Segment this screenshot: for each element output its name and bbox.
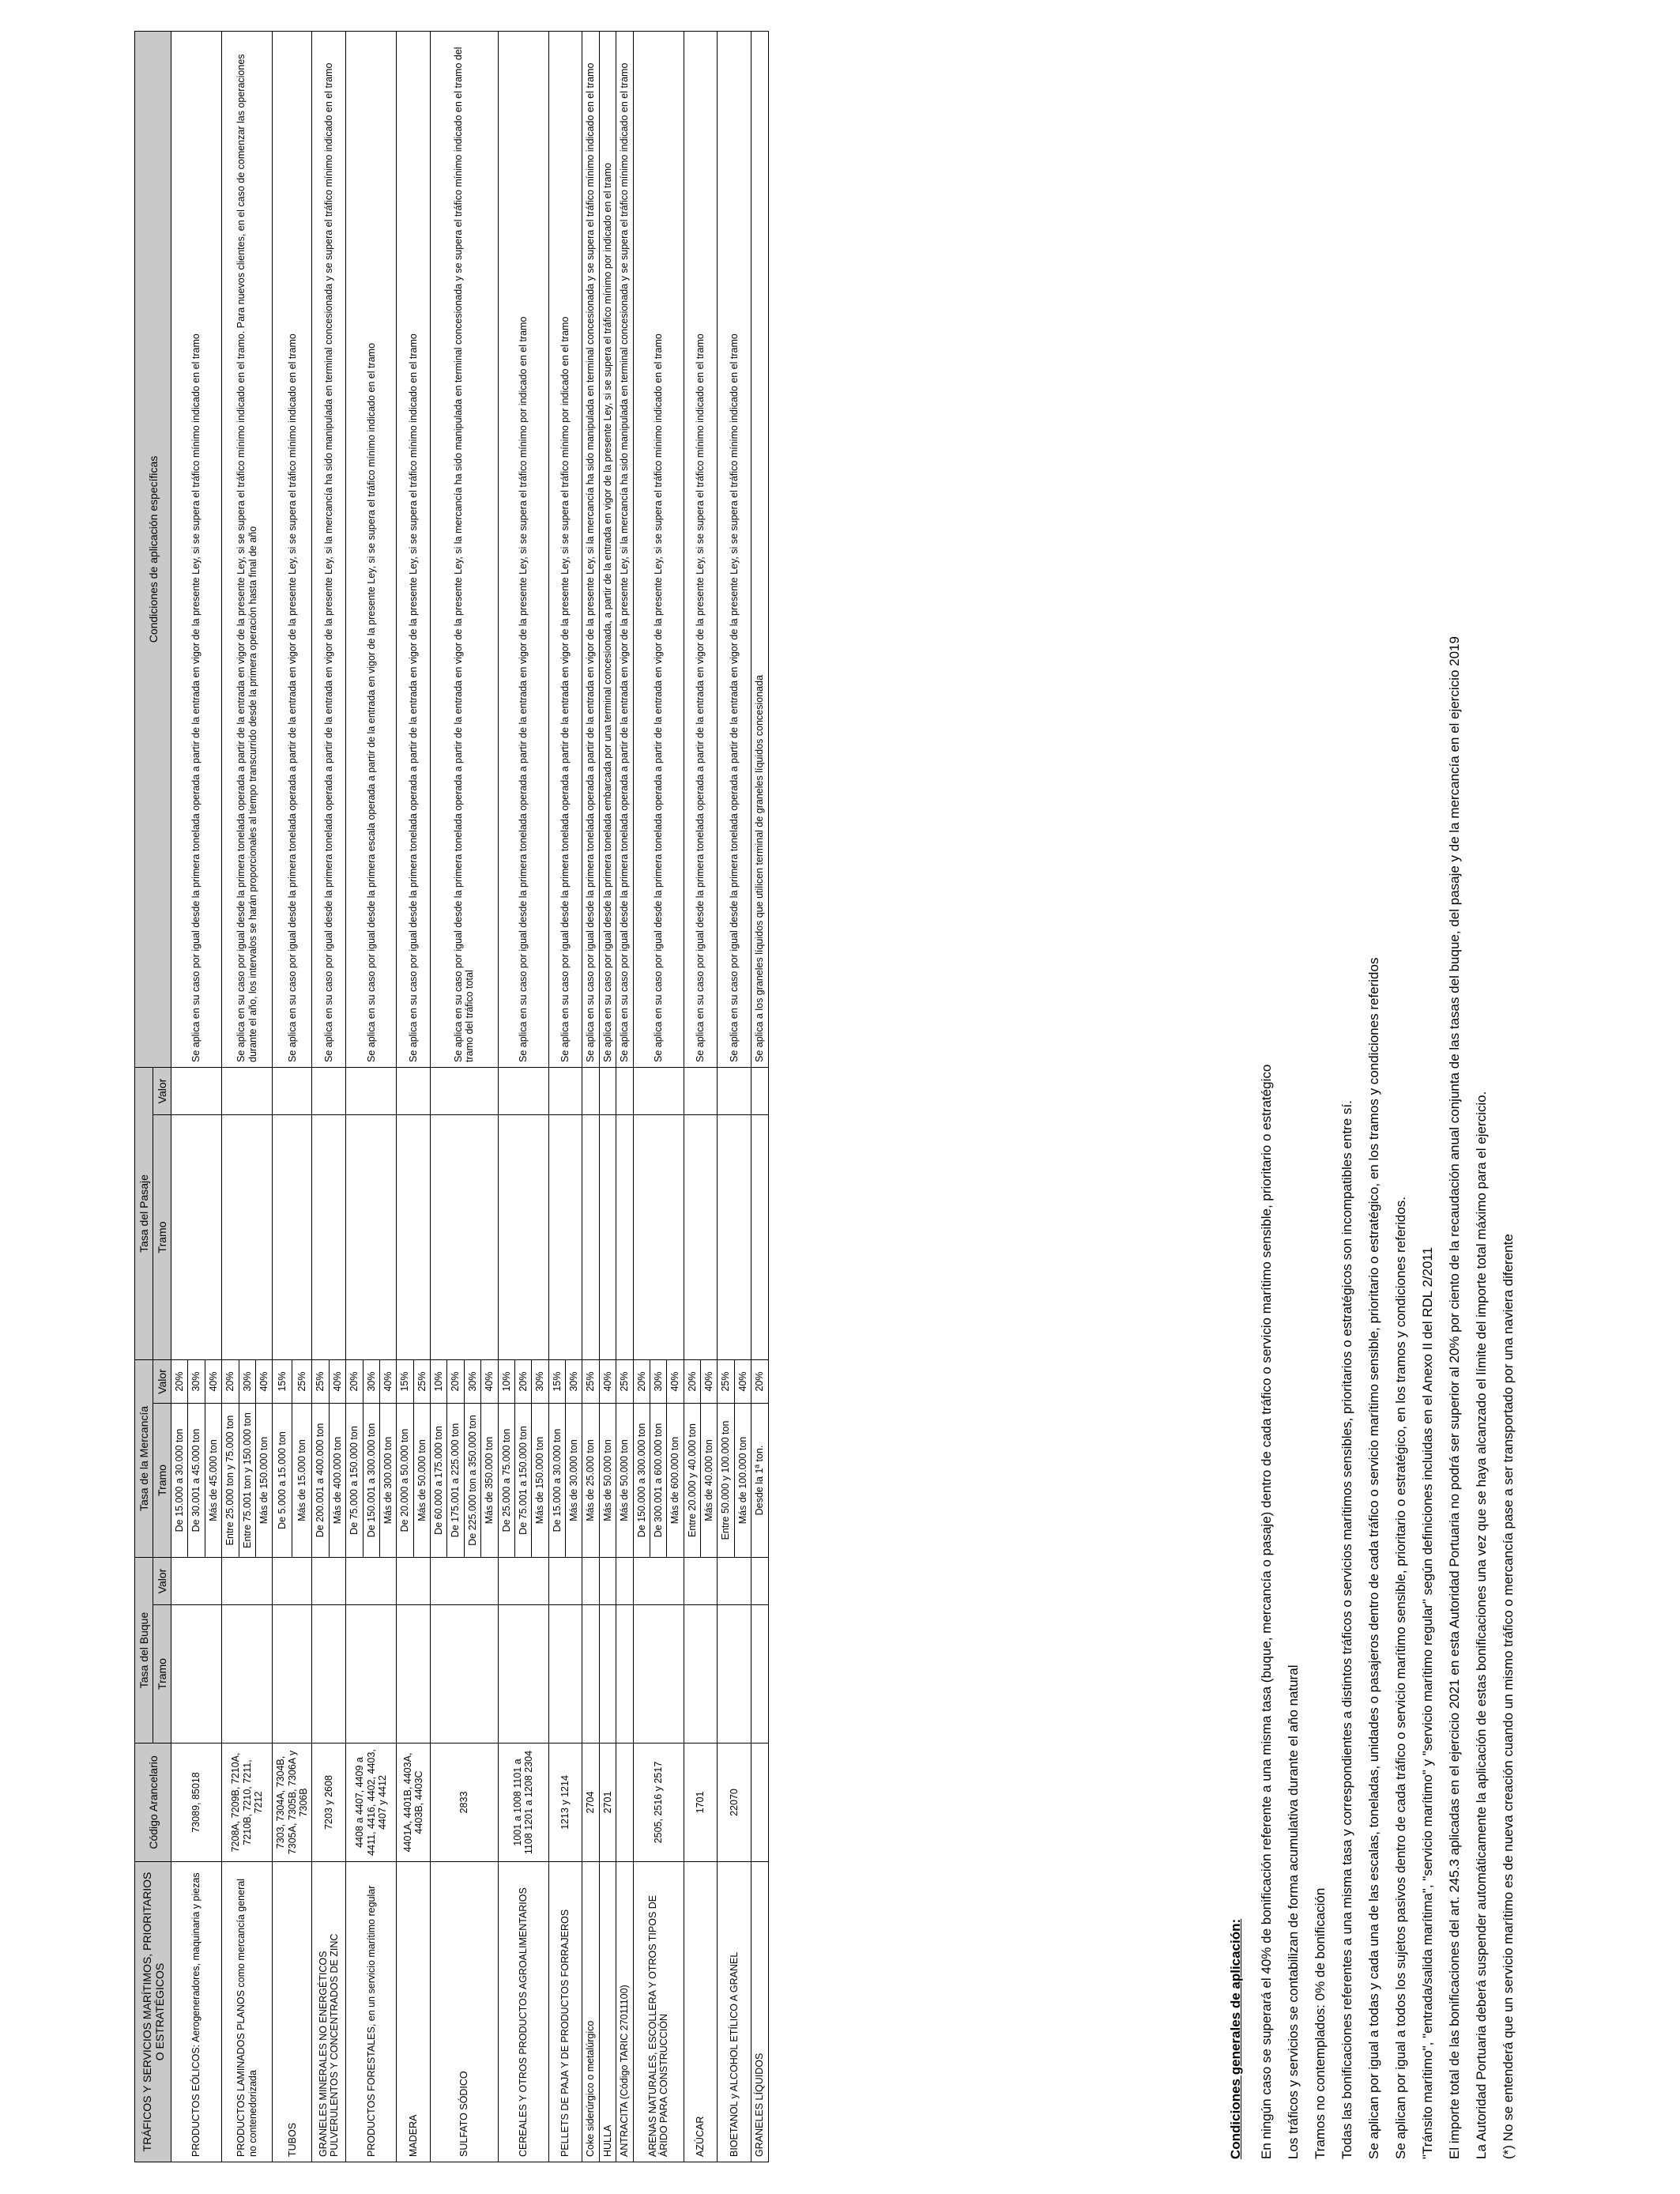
mercancia-tramo-cell: Más de 400.000 ton	[329, 1404, 345, 1558]
pasaje-valor-cell	[431, 1067, 499, 1114]
mercancia-valor-cell: 20%	[222, 1359, 239, 1403]
mercancia-valor-cell: 25%	[292, 1359, 312, 1403]
mercancia-tramo-cell: Más de 30.000 ton	[566, 1404, 582, 1558]
buque-tramo-cell	[346, 1605, 397, 1744]
mercancia-tramo-cell: Más de 150.000 ton	[255, 1404, 272, 1558]
buque-valor-cell	[718, 1558, 751, 1605]
table-row	[582, 31, 599, 2162]
mercancia-valor-cell: 30%	[464, 1359, 480, 1403]
mercancia-valor-cell: 40%	[379, 1359, 396, 1403]
table-row	[171, 31, 188, 2162]
trafico-cell: AZÚCAR	[684, 1862, 718, 2162]
buque-tramo-cell	[582, 1605, 599, 1744]
trafico-cell: PRODUCTOS EÓLICOS: Aerogeneradores, maquinaria y piezas	[171, 1862, 222, 2162]
mercancia-tramo-cell: Entre 75.001 ton y 150.000 ton	[239, 1404, 255, 1558]
mercancia-valor-cell: 20%	[447, 1359, 464, 1403]
buque-valor-cell	[431, 1558, 499, 1605]
table-row	[616, 31, 633, 2162]
mercancia-valor-cell: 20%	[514, 1359, 531, 1403]
trafico-cell: BIOETANOL y ALCOHOL ETÍLICO A GRANEL	[718, 1862, 751, 2162]
pasaje-tramo-cell	[616, 1114, 633, 1359]
mercancia-tramo-cell: De 300.001 a 600.000 ton	[650, 1404, 666, 1558]
codigo-cell: 7203 y 2608	[312, 1744, 346, 1862]
pasaje-valor-cell	[616, 1067, 633, 1114]
mercancia-tramo-cell: Más de 350.000 ton	[481, 1404, 498, 1558]
buque-valor-cell	[346, 1558, 397, 1605]
buque-valor-cell	[171, 1558, 222, 1605]
condiciones-cell: Se aplica en su caso por igual desde la primera tonelada operada a partir de la entrada en vigor de la presente Ley, si se supera el tráfico mínimo por indicado en el tramo	[548, 31, 582, 1067]
mercancia-tramo-cell: De 175.001 a 225.000 ton	[447, 1404, 464, 1558]
header-tasa-pasaje: Tasa del Pasaje	[135, 1067, 153, 1359]
conditions-title: Condiciones generales de aplicación:	[1228, 1918, 1243, 2159]
mercancia-tramo-cell: De 75.001 a 150.000 ton	[514, 1404, 531, 1558]
table-row	[431, 31, 447, 2162]
pasaje-tramo-cell	[633, 1114, 684, 1359]
codigo-cell: 4408 a 4407, 4409 a 4411, 4416, 4402, 4403, 4407 y 4412	[346, 1744, 397, 1862]
condiciones-cell: Se aplica a los graneles líquidos que utilicen terminal de graneles líquidos concesionada	[751, 31, 768, 1067]
table-row	[312, 31, 329, 2162]
mercancia-valor-cell: 40%	[255, 1359, 272, 1403]
header-pasaje-valor: Valor	[153, 1067, 171, 1114]
buque-tramo-cell	[171, 1605, 222, 1744]
condiciones-cell: Se aplica en su caso por igual desde la primera tonelada operada a partir de la entrada en vigor de la presente Ley, si la mercancía ha sido manipulada en terminal concesionada y se supera el tráfico mínimo indicado en el tramo	[582, 31, 599, 1067]
pasaje-valor-cell	[684, 1067, 718, 1114]
trafico-cell: ANTRACITA (Código TARIC 27011100)	[616, 1862, 633, 2162]
buque-valor-cell	[684, 1558, 718, 1605]
pasaje-valor-cell	[718, 1067, 751, 1114]
mercancia-valor-cell: 30%	[188, 1359, 205, 1403]
codigo-cell: 1701	[684, 1744, 718, 1862]
pasaje-tramo-cell	[397, 1114, 431, 1359]
condiciones-cell: Se aplica en su caso por igual desde la primera tonelada operada a partir de la entrada en vigor de la presente Ley, si se supera el tráfico mínimo por indicado en el tramo	[498, 31, 548, 1067]
trafico-cell: TUBOS	[273, 1862, 312, 2162]
bonification-table	[134, 31, 769, 2162]
codigo-cell: 2833	[431, 1744, 499, 1862]
mercancia-valor-cell: 40%	[667, 1359, 684, 1403]
pasaje-tramo-cell	[718, 1114, 751, 1359]
mercancia-valor-cell: 40%	[701, 1359, 718, 1403]
buque-valor-cell	[548, 1558, 582, 1605]
codigo-cell: 22070	[718, 1744, 751, 1862]
table-row	[498, 31, 514, 2162]
condiciones-cell: Se aplica en su caso por igual desde la primera tonelada operada a partir de la entrada en vigor de la presente Ley, si la mercancía ha sido manipulada en terminal concesionada y se supera el tráfico mínimo indicado en el tramo	[312, 31, 346, 1067]
mercancia-valor-cell: 20%	[751, 1359, 768, 1403]
mercancia-tramo-cell: Más de 50.000 ton	[413, 1404, 430, 1558]
condiciones-cell: Se aplica en su caso por igual desde la primera tonelada operada a partir de la entrada en vigor de la presente Ley, si se supera el tráfico mínimo indicado en el tramo	[397, 31, 431, 1067]
condition-note: Se aplican por igual a todas y cada una de las escalas, toneladas, unidades o pasajeros dentro de cada tráfico o servicio marítimo sensible, prioritario o estratégico, en los tramos y condiciones referidos	[1366, 957, 1381, 2159]
buque-tramo-cell	[222, 1605, 273, 1744]
buque-tramo-cell	[431, 1605, 499, 1744]
trafico-cell: PELLETS DE PAJA Y DE PRODUCTOS FORRAJEROS	[548, 1862, 582, 2162]
mercancia-tramo-cell: Desde la 1ª ton.	[751, 1404, 768, 1558]
header-buque-tramo: Tramo	[153, 1605, 171, 1744]
buque-tramo-cell	[312, 1605, 346, 1744]
header-mercancia-tramo: Tramo	[153, 1404, 171, 1558]
mercancia-tramo-cell: De 60.000 a 175.000 ton	[431, 1404, 447, 1558]
mercancia-valor-cell: 15%	[273, 1359, 292, 1403]
mercancia-valor-cell: 30%	[363, 1359, 379, 1403]
pasaje-tramo-cell	[273, 1114, 312, 1359]
pasaje-valor-cell	[273, 1067, 312, 1114]
mercancia-valor-cell: 20%	[684, 1359, 700, 1403]
trafico-cell: HULLA	[599, 1862, 616, 2162]
codigo-cell: 1001 a 1008 1101 a 1108 1201 a 1208 2304	[498, 1744, 548, 1862]
pasaje-valor-cell	[171, 1067, 222, 1114]
condiciones-cell: Se aplica en su caso por igual desde la primera tonelada operada a partir de la entrada en vigor de la presente Ley, si se supera el tráfico mínimo indicado en el tramo	[273, 31, 312, 1067]
pasaje-tramo-cell	[171, 1114, 222, 1359]
condiciones-cell: Se aplica en su caso por igual desde la primera tonelada operada a partir de la entrada en vigor de la presente Ley, si se supera el tráfico mínimo indicado en el tramo	[171, 31, 222, 1067]
buque-tramo-cell	[273, 1605, 312, 1744]
mercancia-tramo-cell: Más de 25.000 ton	[582, 1404, 599, 1558]
buque-valor-cell	[599, 1558, 616, 1605]
mercancia-valor-cell: 40%	[599, 1359, 616, 1403]
codigo-cell: 7303, 7304A, 7304B, 7305A, 7305B, 7306A y 7306B	[273, 1744, 312, 1862]
mercancia-tramo-cell: De 150.001 a 300.000 ton	[363, 1404, 379, 1558]
mercancia-valor-cell: 15%	[397, 1359, 413, 1403]
table-row	[548, 31, 565, 2162]
table-row	[633, 31, 650, 2162]
mercancia-valor-cell: 20%	[633, 1359, 650, 1403]
mercancia-valor-cell: 40%	[329, 1359, 345, 1403]
codigo-cell: 2505, 2516 y 2517	[633, 1744, 684, 1862]
buque-valor-cell	[498, 1558, 548, 1605]
buque-tramo-cell	[633, 1605, 684, 1744]
trafico-cell: PRODUCTOS LAMINADOS PLANOS como mercancía general no contenedorizada	[222, 1862, 273, 2162]
codigo-cell: 73089, 85018	[171, 1744, 222, 1862]
general-conditions	[1229, 57, 1528, 2159]
mercancia-tramo-cell: Más de 100.000 ton	[734, 1404, 751, 1558]
mercancia-tramo-cell: De 25.000 a 75.000 ton	[498, 1404, 514, 1558]
mercancia-tramo-cell: Entre 20.000 y 40.000 ton	[684, 1404, 700, 1558]
mercancia-tramo-cell: De 20.000 a 50.000 ton	[397, 1404, 413, 1558]
header-tasa-mercancia: Tasa de la Mercancía	[135, 1359, 153, 1557]
buque-tramo-cell	[548, 1605, 582, 1744]
mercancia-valor-cell: 10%	[498, 1359, 514, 1403]
mercancia-tramo-cell: De 150.000 a 300.000 ton	[633, 1404, 650, 1558]
header-condiciones: Condiciones de aplicación específicas	[135, 31, 171, 1067]
pasaje-valor-cell	[397, 1067, 431, 1114]
mercancia-tramo-cell: De 15.000 a 30.000 ton	[548, 1404, 565, 1558]
condiciones-cell: Se aplica en su caso por igual desde la primera tonelada operada a partir de la entrada en vigor de la presente Ley, si se supera el tráfico mínimo indicado en el tramo	[633, 31, 684, 1067]
table-row	[599, 31, 616, 2162]
mercancia-valor-cell: 10%	[431, 1359, 447, 1403]
condition-note: "Tránsito marítimo", "entrada/salida marítima", "servicio marítimo" y "servicio marítimo regular" según definiciones incluidas en el Anexo II del RDL 2/2011	[1420, 1246, 1435, 2159]
buque-valor-cell	[582, 1558, 599, 1605]
trafico-cell: PRODUCTOS FORESTALES, en un servicio marítimo regular	[346, 1862, 397, 2162]
mercancia-tramo-cell: De 15.000 a 30.000 ton	[171, 1404, 188, 1558]
condiciones-cell: Se aplica en su caso por igual desde la primera tonelada operada a partir de la entrada en vigor de la presente Ley, si se supera el tráfico mínimo indicado en el tramo	[718, 31, 751, 1067]
codigo-cell: 2701	[599, 1744, 616, 1862]
mercancia-tramo-cell: Entre 25.000 ton y 75.000 ton	[222, 1404, 239, 1558]
condition-note: Se aplican por igual a todos los sujetos pasivos dentro de cada tráfico o servicio marítimo sensible, prioritario o estratégico, en los tramos y condiciones referidos.	[1393, 1197, 1408, 2159]
trafico-cell: Coke siderúrgico o metalúrgico	[582, 1862, 599, 2162]
buque-tramo-cell	[397, 1605, 431, 1744]
header-buque-valor: Valor	[153, 1558, 171, 1605]
pasaje-valor-cell	[599, 1067, 616, 1114]
codigo-cell: 4401A, 4401B, 4403A, 4403B, 4403C	[397, 1744, 431, 1862]
pasaje-tramo-cell	[751, 1114, 768, 1359]
condition-note: Tramos no contemplados: 0% de bonificación	[1313, 1887, 1328, 2159]
condiciones-cell: Se aplica en su caso por igual desde la primera tonelada operada a partir de la entrada en vigor de la presente Ley, si se supera el tráfico mínimo indicado en el tramo. Para nuevos clientes, en el caso de comenzar las operaciones durante el año, los intervalos se harán proporcionales al tiempo transcurrido desde la primera operación hasta final de año	[222, 31, 273, 1067]
pasaje-tramo-cell	[498, 1114, 548, 1359]
pasaje-tramo-cell	[222, 1114, 273, 1359]
pasaje-tramo-cell	[684, 1114, 718, 1359]
buque-tramo-cell	[616, 1605, 633, 1744]
table-row	[273, 31, 292, 2162]
mercancia-valor-cell: 40%	[734, 1359, 751, 1403]
pasaje-valor-cell	[346, 1067, 397, 1114]
header-trafico: TRÁFICOS Y SERVICIOS MARÍTIMOS, PRIORITARIOS O ESTRATÉGICOS	[135, 1862, 171, 2162]
buque-valor-cell	[222, 1558, 273, 1605]
trafico-cell: SULFATO SÓDICO	[431, 1862, 499, 2162]
pasaje-tramo-cell	[582, 1114, 599, 1359]
mercancia-tramo-cell: De 5.000 a 15.000 ton	[273, 1404, 292, 1558]
pasaje-tramo-cell	[346, 1114, 397, 1359]
codigo-cell	[616, 1744, 633, 1862]
mercancia-tramo-cell: Más de 150.000 ton	[532, 1404, 548, 1558]
mercancia-valor-cell: 15%	[548, 1359, 565, 1403]
header-pasaje-tramo: Tramo	[153, 1114, 171, 1359]
mercancia-valor-cell: 30%	[532, 1359, 548, 1403]
buque-valor-cell	[273, 1558, 312, 1605]
pasaje-tramo-cell	[548, 1114, 582, 1359]
mercancia-tramo-cell: Más de 600.000 ton	[667, 1404, 684, 1558]
mercancia-valor-cell: 25%	[582, 1359, 599, 1403]
mercancia-tramo-cell: Más de 45.000 ton	[205, 1404, 221, 1558]
buque-valor-cell	[633, 1558, 684, 1605]
mercancia-tramo-cell: Más de 40.000 ton	[701, 1404, 718, 1558]
mercancia-valor-cell: 30%	[566, 1359, 582, 1403]
mercancia-valor-cell: 25%	[413, 1359, 430, 1403]
table-row	[222, 31, 239, 2162]
mercancia-tramo-cell: Entre 50.000 y 100.000 ton	[718, 1404, 734, 1558]
condiciones-cell: Se aplica en su caso por igual desde la primera tonelada operada a partir de la entrada en vigor de la presente Ley, si se supera el tráfico mínimo indicado en el tramo	[684, 31, 718, 1067]
codigo-cell	[751, 1744, 768, 1862]
mercancia-valor-cell: 25%	[718, 1359, 734, 1403]
table-row	[718, 31, 734, 2162]
header-tasa-buque: Tasa del Buque	[135, 1558, 153, 1744]
condition-note: Los tráficos y servicios se contabilizan de forma acumulativa durante el año natural	[1286, 1664, 1301, 2159]
mercancia-tramo-cell: De 75.000 a 150.000 ton	[346, 1404, 363, 1558]
condition-note: Todas las bonificaciones referentes a una misma tasa y correspondientes a distintos tráficos o servicios marítimos sensibles, prioritarios o estratégicos son incompatibles entre sí.	[1339, 1100, 1354, 2159]
pasaje-valor-cell	[582, 1067, 599, 1114]
condition-note: En ningún caso se superará el 40% de bonificación referente a una misma tasa (buque, mercancía o pasaje) dentro de cada tráfico o servicio marítimo sensible, prioritario o estratégico	[1259, 1064, 1274, 2159]
mercancia-valor-cell: 30%	[239, 1359, 255, 1403]
mercancia-valor-cell: 20%	[171, 1359, 188, 1403]
table-row	[397, 31, 413, 2162]
mercancia-valor-cell: 20%	[346, 1359, 363, 1403]
condition-note: (*) No se entenderá que un servicio marítimo es de nueva creación cuando un mismo tráfico o mercancía pase a ser transportado por una naviera diferente	[1501, 1234, 1516, 2159]
condiciones-cell: Se aplica en su caso por igual desde la primera tonelada operada a partir de la entrada en vigor de la presente Ley, si la mercancía ha sido manipulada en terminal concesionada y se supera el tráfico mínimo indicado en el tramo del tramo del tráfico total	[431, 31, 499, 1067]
mercancia-valor-cell: 25%	[616, 1359, 633, 1403]
condiciones-cell: Se aplica en su caso por igual desde la primera tonelada embarcada por una terminal concesionada, a partir de la entrada en vigor de la presente Ley, si se supera el tráfico mínimo por indicado en el tramo	[599, 31, 616, 1067]
table-body	[171, 31, 769, 2162]
mercancia-tramo-cell: Más de 15.000 ton	[292, 1404, 312, 1558]
codigo-cell: 1213 y 1214	[548, 1744, 582, 1862]
pasaje-tramo-cell	[312, 1114, 346, 1359]
buque-tramo-cell	[684, 1605, 718, 1744]
mercancia-tramo-cell: De 30.001 a 45.000 ton	[188, 1404, 205, 1558]
mercancia-tramo-cell: Más de 300.000 ton	[379, 1404, 396, 1558]
buque-tramo-cell	[751, 1605, 768, 1744]
pasaje-valor-cell	[312, 1067, 346, 1114]
buque-valor-cell	[397, 1558, 431, 1605]
mercancia-valor-cell: 25%	[312, 1359, 329, 1403]
header-mercancia-valor: Valor	[153, 1359, 171, 1403]
codigo-cell: 2704	[582, 1744, 599, 1862]
condition-note: El importe total de las bonificaciones del art. 245.3 aplicadas en el ejercicio 2021 en esta Autoridad Portuaria no podrá ser superior al 20% por ciento de la recaudación anual conjunta de las tasas del buque, del pasaje y de la mercancía en el ejercicio 2019	[1447, 636, 1462, 2159]
condiciones-cell: Se aplica en su caso por igual desde la primera escala operada a partir de la entrada en vigor de la presente Ley, si se supera el tráfico mínimo indicado en el tramo	[346, 31, 397, 1067]
pasaje-valor-cell	[633, 1067, 684, 1114]
mercancia-valor-cell: 40%	[205, 1359, 221, 1403]
buque-tramo-cell	[498, 1605, 548, 1744]
table-row	[684, 31, 700, 2162]
buque-valor-cell	[312, 1558, 346, 1605]
table-row	[346, 31, 363, 2162]
condition-note: La Autoridad Portuaria deberá suspender automáticamente la aplicación de estas bonificaciones una vez que se haya alcanzado el límite del importe total máximo para el ejercicio.	[1474, 1091, 1489, 2159]
buque-valor-cell	[751, 1558, 768, 1605]
mercancia-tramo-cell: Más de 50.000 ton	[599, 1404, 616, 1558]
codigo-cell: 7208A, 7209B, 7210A, 7210B, 7210, 7211, 7212	[222, 1744, 273, 1862]
pasaje-valor-cell	[548, 1067, 582, 1114]
table-row	[751, 31, 768, 2162]
pasaje-tramo-cell	[599, 1114, 616, 1359]
trafico-cell: GRANELES MINERALES NO ENERGÉTICOS PULVERULENTOS Y CONCENTRADOS DE ZINC	[312, 1862, 346, 2162]
pasaje-valor-cell	[498, 1067, 548, 1114]
buque-tramo-cell	[599, 1605, 616, 1744]
buque-valor-cell	[616, 1558, 633, 1605]
mercancia-tramo-cell: De 200.001 a 400.000 ton	[312, 1404, 329, 1558]
pasaje-valor-cell	[222, 1067, 273, 1114]
trafico-cell: GRANELES LÍQUIDOS	[751, 1862, 768, 2162]
condiciones-cell: Se aplica en su caso por igual desde la primera tonelada operada a partir de la entrada en vigor de la presente Ley, si la mercancía ha sido manipulada en terminal concesionada y se supera el tráfico mínimo indicado en el tramo	[616, 31, 633, 1067]
buque-tramo-cell	[718, 1605, 751, 1744]
trafico-cell: ARENAS NATURALES, ESCOLLERA Y OTROS TIPOS DE ÁRIDO PARA CONSTRUCCIÓN	[633, 1862, 684, 2162]
mercancia-tramo-cell: Más de 50.000 ton	[616, 1404, 633, 1558]
mercancia-tramo-cell: De 225.000 ton a 350.000 ton	[464, 1404, 480, 1558]
mercancia-valor-cell: 40%	[481, 1359, 498, 1403]
header-codigo: Código Arancelario	[135, 1744, 171, 1862]
trafico-cell: CEREALES Y OTROS PRODUCTOS AGROALIMENTARIOS	[498, 1862, 548, 2162]
pasaje-tramo-cell	[431, 1114, 499, 1359]
trafico-cell: MADERA	[397, 1862, 431, 2162]
mercancia-valor-cell: 30%	[650, 1359, 666, 1403]
pasaje-valor-cell	[751, 1067, 768, 1114]
